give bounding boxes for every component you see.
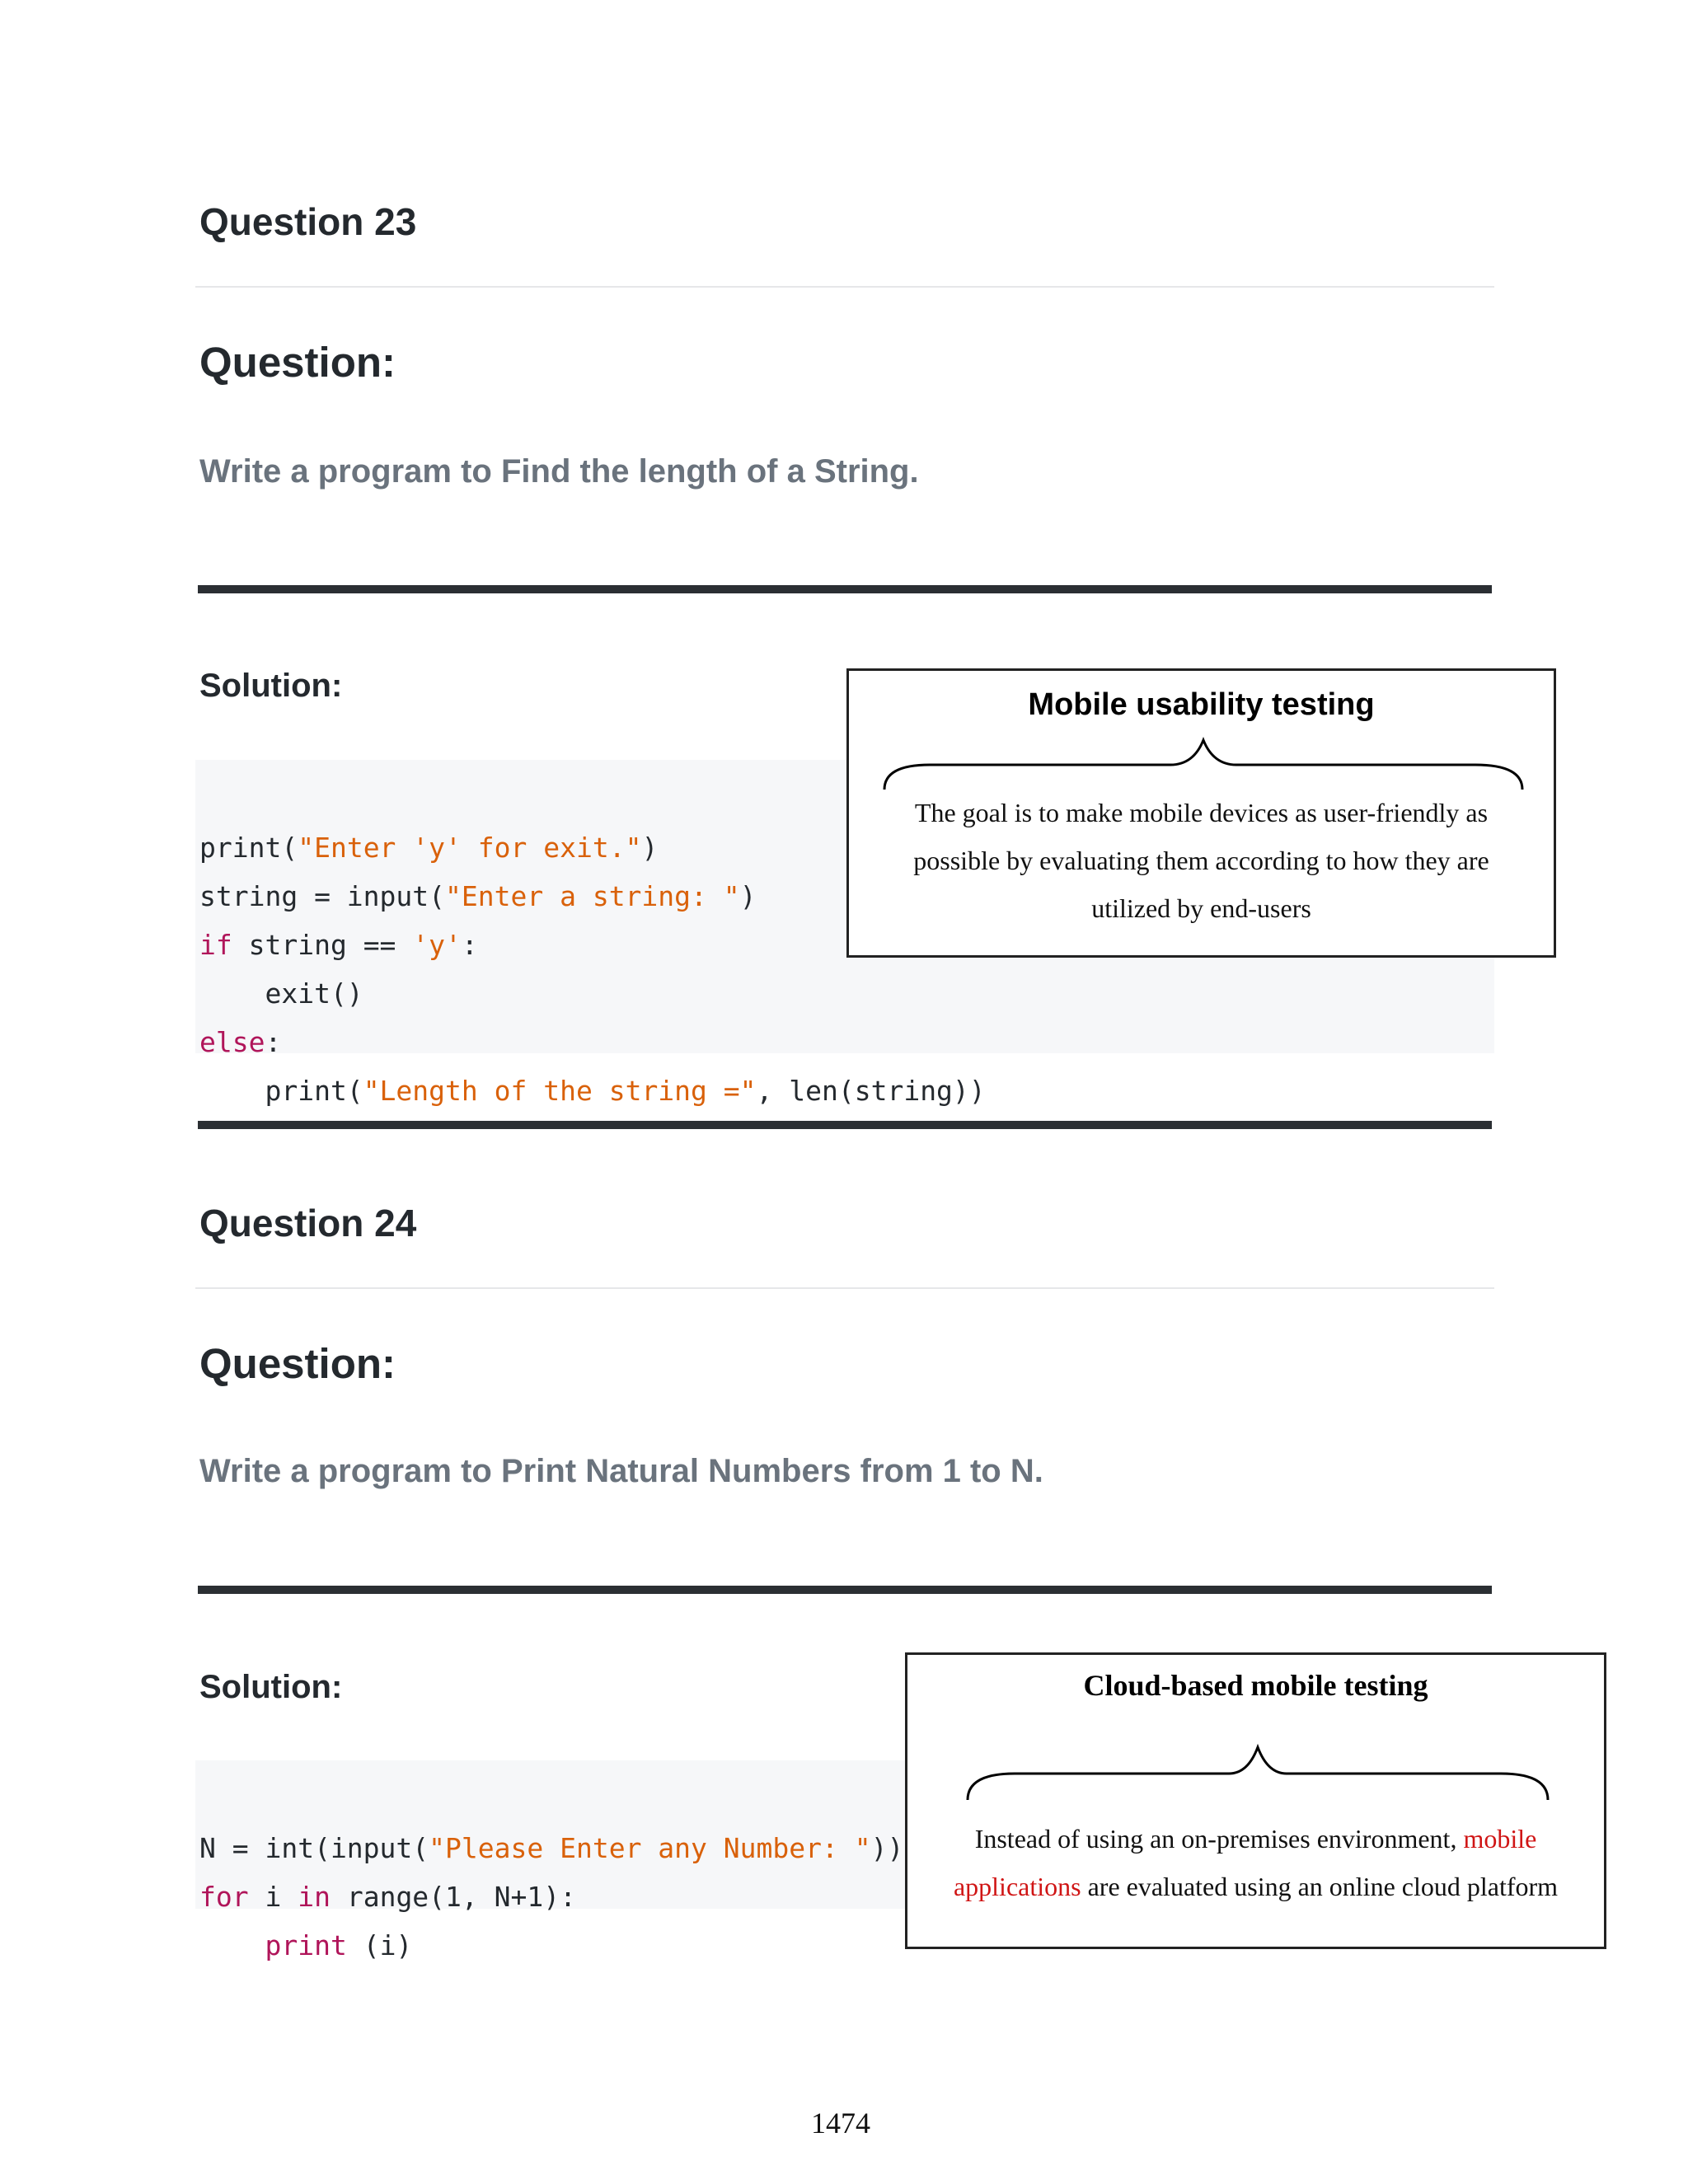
code-line: N = int(input("Please Enter any Number: ")) xyxy=(199,1832,904,1864)
q23-end-rule xyxy=(198,1121,1492,1129)
callout-title: Cloud-based mobile testing xyxy=(1083,1669,1428,1702)
q23-question-label: Question: xyxy=(199,339,396,386)
code-line: if string == 'y': xyxy=(199,929,478,961)
q24-heading: Question 24 xyxy=(199,1202,417,1244)
q23-prompt: Write a program to Find the length of a String. xyxy=(199,453,919,490)
code-line: else: xyxy=(199,1026,282,1058)
mobile-usability-callout xyxy=(846,668,1556,958)
callout-title: Mobile usability testing xyxy=(1028,687,1375,722)
q23-section-rule xyxy=(198,585,1492,593)
q23-heading: Question 23 xyxy=(199,200,417,243)
cloud-testing-callout xyxy=(905,1652,1606,1949)
code-line: exit() xyxy=(199,977,363,1010)
callout-body: Instead of using an on-premises environment, mobile applications are evaluated using an online cloud platform xyxy=(953,1824,1559,1901)
code-line: string = input("Enter a string: ") xyxy=(199,880,757,912)
code-line: print("Length of the string =", len(string)) xyxy=(199,1075,986,1107)
q23-solution-label: Solution: xyxy=(199,668,343,704)
code-line: print (i) xyxy=(265,1929,413,1961)
q23-heading-divider xyxy=(195,286,1494,288)
page-number: 1474 xyxy=(811,2107,870,2139)
q24-question-label: Question: xyxy=(199,1340,396,1387)
callout-body: The goal is to make mobile devices as user-friendly as possible by evaluating them according to how they are utilized by end-users xyxy=(913,798,1489,923)
q24-section-rule xyxy=(198,1586,1492,1594)
code-line: for i in range(1, N+1): xyxy=(199,1881,576,1913)
q24-heading-divider xyxy=(195,1287,1494,1289)
q24-solution-label: Solution: xyxy=(199,1669,343,1705)
q24-prompt: Write a program to Print Natural Numbers from 1 to N. xyxy=(199,1453,1043,1489)
curly-brace-icon xyxy=(965,1736,1550,1803)
curly-brace-icon xyxy=(882,729,1525,794)
code-line: print("Enter 'y' for exit.") xyxy=(199,832,659,864)
